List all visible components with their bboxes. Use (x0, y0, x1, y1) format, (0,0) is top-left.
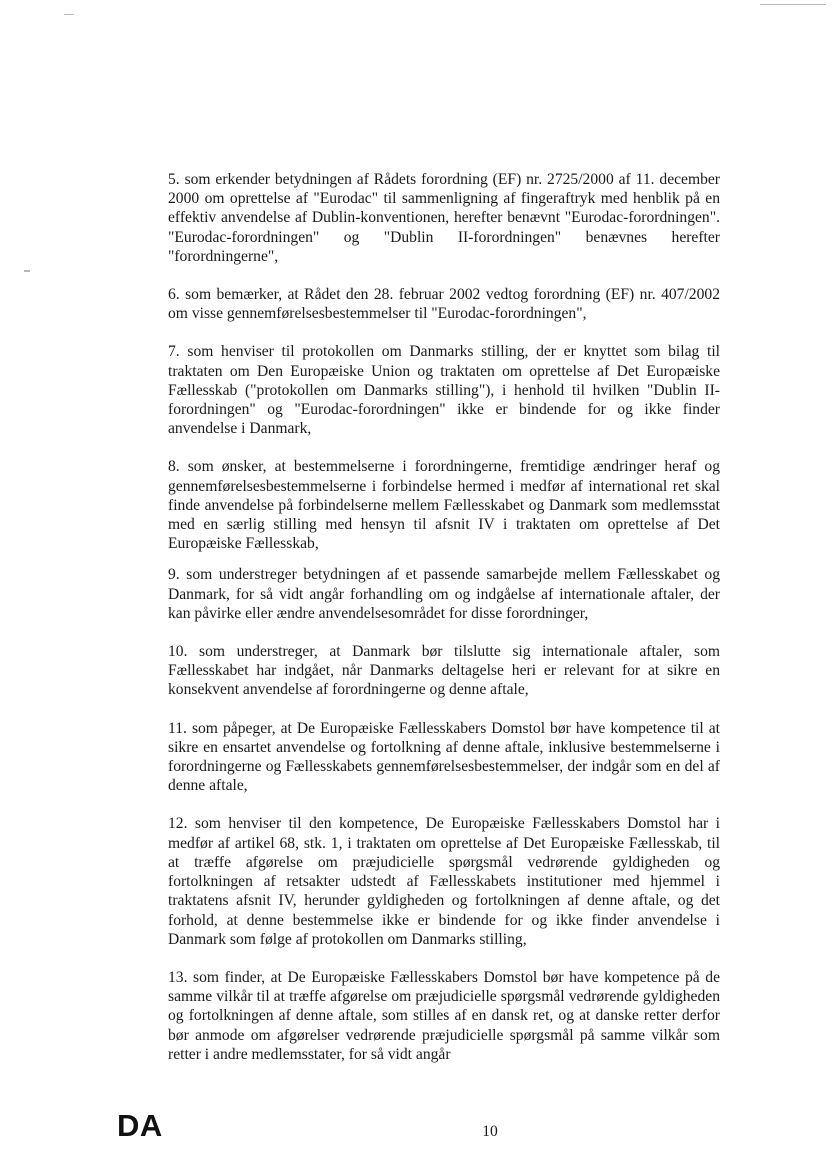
recital-5: 5. som erkender betydningen af Rådets forordning (EF) nr. 2725/2000 af 11. december 2000 om oprettelse af "Eurodac" til sammenligning af fingeraftryk med henblik på en effektiv anvendelse af Dublin-konventionen, herefter benævnt "Eurodac-forordningen". "Eurodac-forordningen" og "Dublin II-forordningen" benævnes herefter "forordningerne", (168, 171, 720, 265)
recital-6: 6. som bemærker, at Rådet den 28. februar 2002 vedtog forordning (EF) nr. 407/2002 om visse gennemførelsesbestemmelser til "Eurodac-forordningen", (168, 286, 720, 323)
scan-speck (64, 14, 74, 15)
page-number: 10 (482, 1123, 498, 1140)
recital-11: 11. som påpeger, at De Europæiske Fællesskabers Domstol bør have kompetence til at sikre en ensartet anvendelse og fortolkning af denne aftale, inklusive bestemmelserne i forordningerne og Fællesskabets gennemførelsesbestemmelser, der indgår som en del af denne aftale, (168, 719, 720, 795)
recital-7: 7. som henviser til protokollen om Danmarks stilling, der er knyttet som bilag til traktaten om Den Europæiske Union og traktaten om oprettelse af Det Europæiske Fællesskab ("protokollen om Danmarks stilling"), i henhold til hvilken "Dublin II-forordningen" og "Eurodac-forordningen" ikke er bindende for og ikke finder anvendelse i Danmark, (168, 343, 720, 438)
language-code: DA (117, 1108, 163, 1143)
scan-speck (760, 4, 826, 5)
body-text (168, 170, 720, 1064)
recital-10: 10. som understreger, at Danmark bør tilslutte sig internationale aftaler, som Fællesskabet har indgået, når Danmarks deltagelse heri er relevant for at sikre en konsekvent anvendelse af forordningerne og denne aftale, (168, 643, 720, 699)
recital-9: 9. som understreger betydningen af et passende samarbejde mellem Fællesskabet og Danmark, for så vidt angår forhandling om og indgåelse af internationale aftaler, der kan påvirke eller ændre anvendelsesområdet for disse forordninger, (168, 566, 720, 622)
recital-13: 13. som finder, at De Europæiske Fællesskabers Domstol bør have kompetence på de samme vilkår til at træffe afgørelse om præjudicielle spørgsmål vedrørende gyldigheden og fortolkningen af denne aftale, som stilles af en dansk ret, og at danske retter derfor bør anmode om afgørelser vedrørende præjudicielle spørgsmål på samme vilkår som retter i andre medlemsstater, for så vidt angår (168, 968, 720, 1063)
recital-8: 8. som ønsker, at bestemmelserne i forordningerne, fremtidige ændringer heraf og gennemførelsesbestemmelserne i forbindelse hermed i medfør af international ret skal finde anvendelse på forbindelserne mellem Fællesskabet og Danmark som medlemsstat med en særlig stilling med hensyn til afsnit IV i traktaten om oprettelse af Det Europæiske Fællesskab, (168, 458, 720, 553)
recital-12: 12. som henviser til den kompetence, De Europæiske Fællesskabers Domstol har i medfør af artikel 68, stk. 1, i traktaten om oprettelse af Det Europæiske Fællesskab, til at træffe afgørelse om præjudicielle spørgsmål vedrørende gyldigheden og fortolkningen af retsakter udstedt af Fællesskabets institutioner med hjemmel i traktatens afsnit IV, herunder gyldigheden og fortolkningen af denne aftale, og det forhold, at denne bestemmelse ikke er bindende for og ikke finder anvendelse i Danmark som følge af protokollen om Danmarks stilling, (168, 815, 720, 948)
scan-speck (24, 270, 30, 272)
